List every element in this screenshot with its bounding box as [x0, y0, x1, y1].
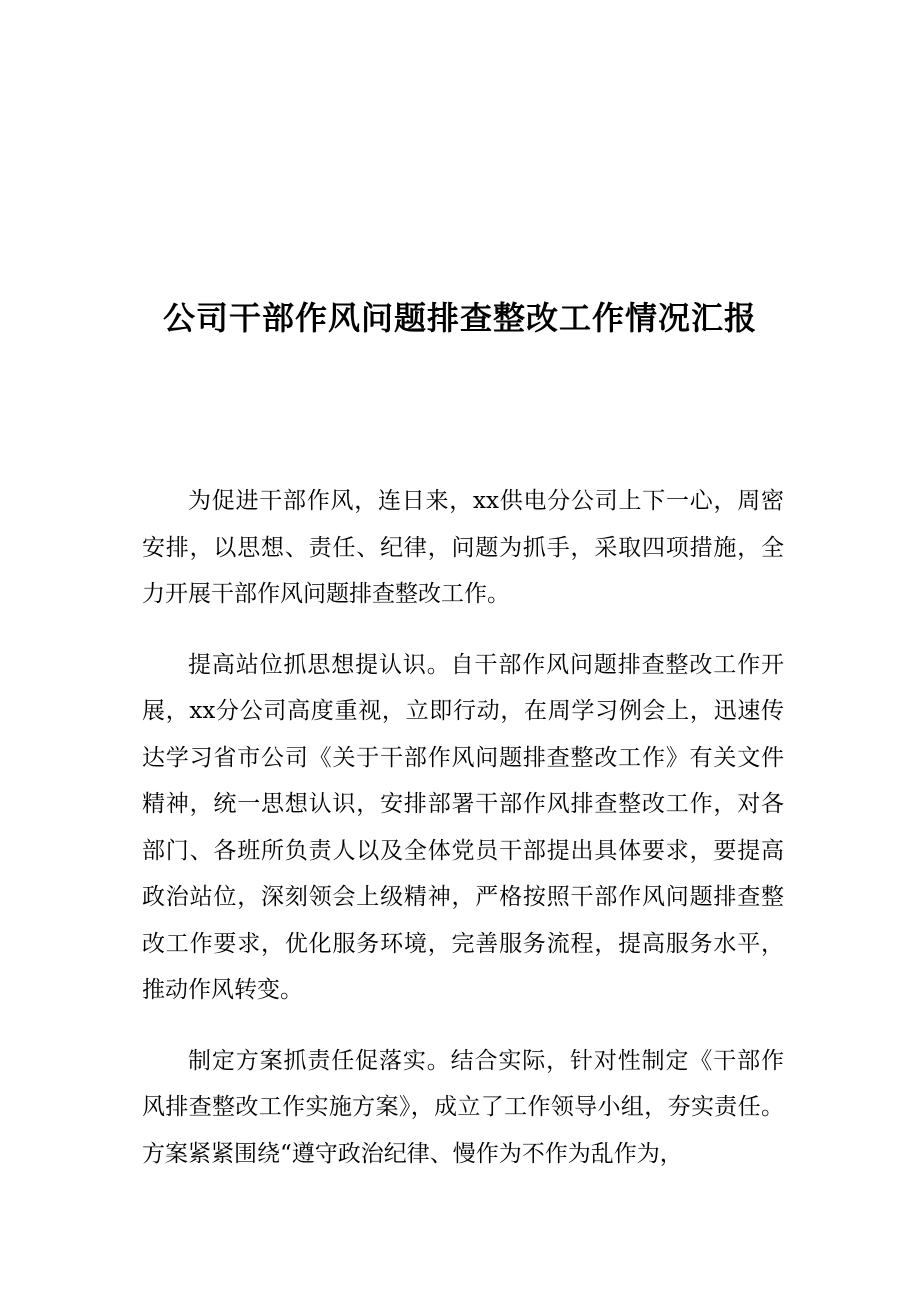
document-body	[142, 478, 784, 1201]
paragraph-raise-awareness: 提高站位抓思想提认识。自干部作风问题排查整改工作开展，xx分公司高度重视，立即行动，在周学习例会上，迅速传达学习省市公司《关于干部作风问题排查整改工作》有关文件精神，统一思想认识，安排部署干部作风排查整改工作，对各部门、各班所负责人以及全体党员干部提出具体要求，要提高政治站位，深刻领会上级精神，严格按照干部作风问题排查整改工作要求，优化服务环境，完善服务流程，提高服务水平，推动作风转变。	[142, 651, 784, 1003]
paragraph-intro: 为促进干部作风，连日来，xx供电分公司上下一心，周密安排，以思想、责任、纪律，问题为抓手，采取四项措施，全力开展干部作风问题排查整改工作。	[142, 488, 784, 607]
document-title: 公司干部作风问题排查整改工作情况汇报	[162, 299, 757, 337]
paragraph-plan-responsibility: 制定方案抓责任促落实。结合实际，针对性制定《干部作风排查整改工作实施方案》，成立了工作领导小组，夯实责任。方案紧紧围绕“遵守政治纪律、慢作为不作为乱作为，	[142, 1047, 784, 1167]
